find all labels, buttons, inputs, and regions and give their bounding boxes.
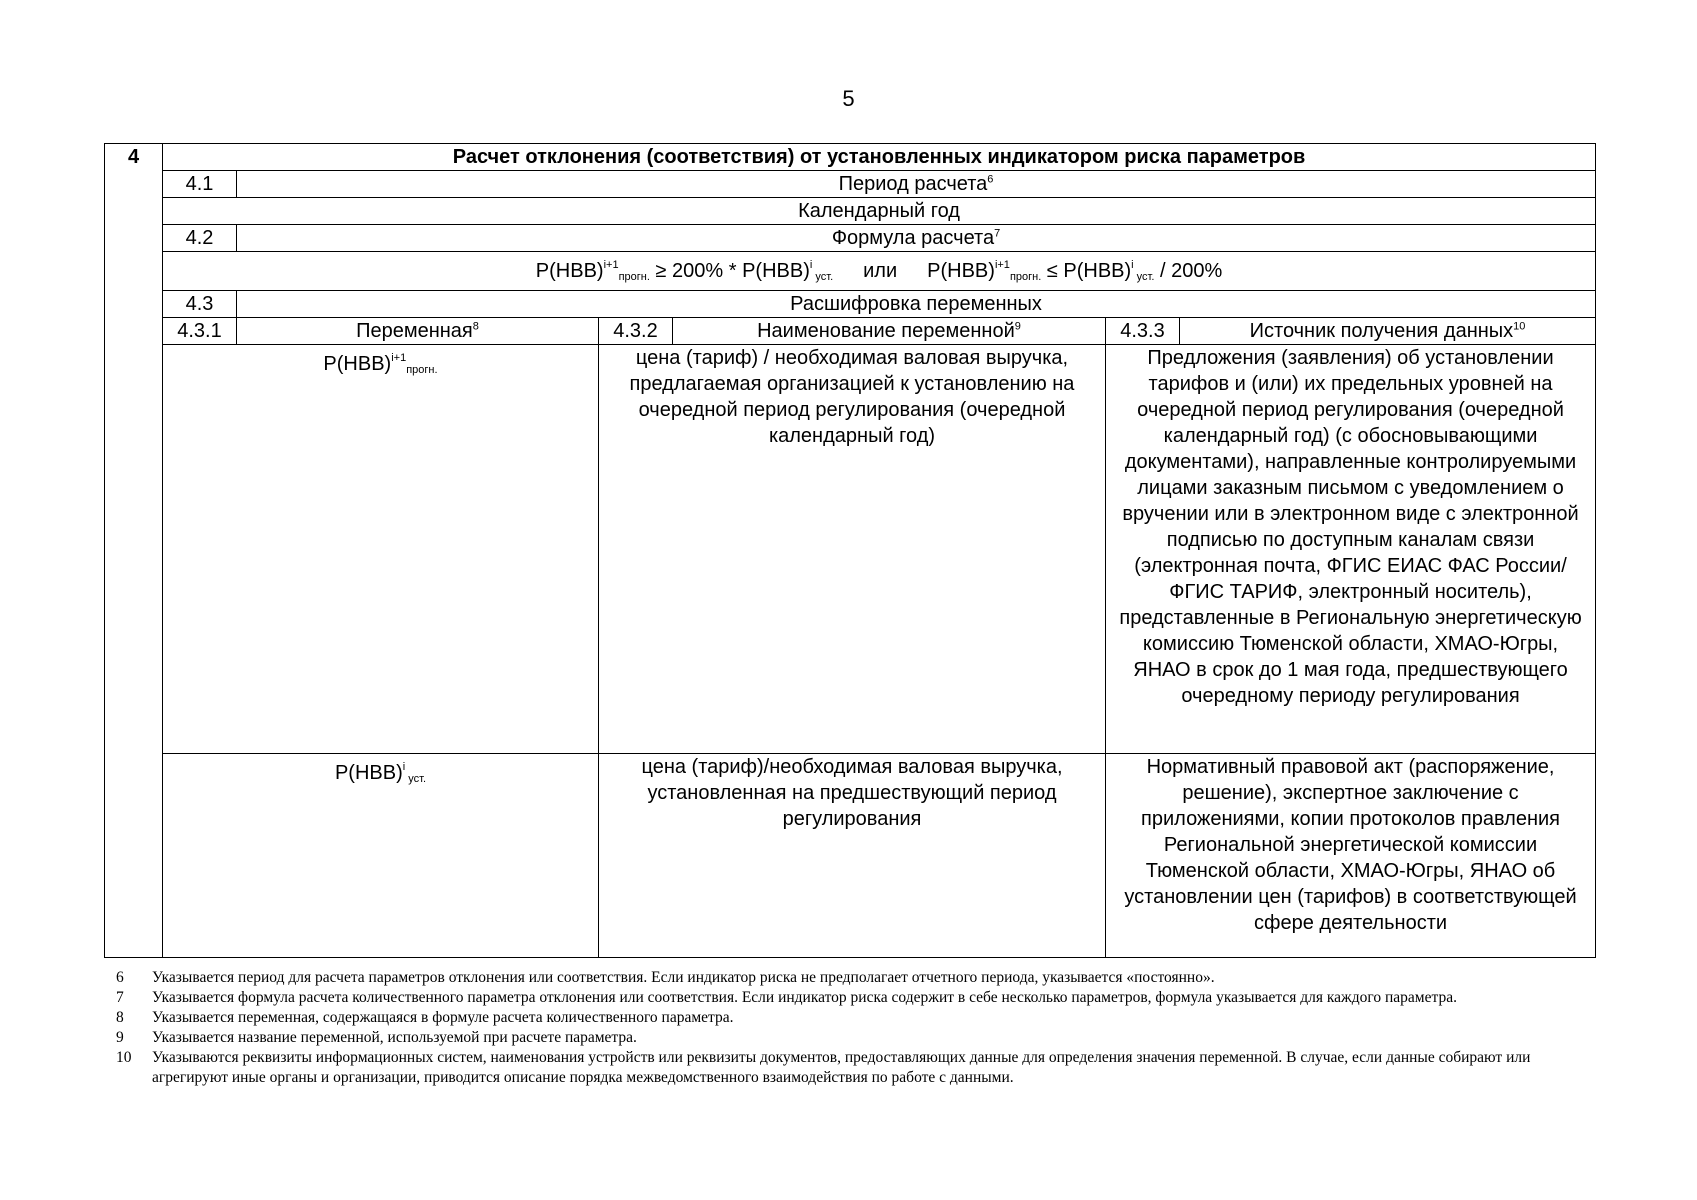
- decode-code: 4.3: [163, 291, 237, 318]
- formula-right-sub2: уст.: [1133, 271, 1155, 283]
- formula-label-cell: [237, 225, 1596, 252]
- footnote-text: Указывается формула расчета количественного параметра отклонения или соответствия. Если индикатор риска содержит в себе несколько параметров, формула указывается для каждого параметра.: [152, 989, 1457, 1006]
- section-header-row: [105, 144, 1596, 171]
- variable-cell: [163, 754, 599, 958]
- formula-code: 4.2: [163, 225, 237, 252]
- column-variable-code: 4.3.1: [163, 318, 237, 345]
- formula-right-tail: / 200%: [1154, 260, 1223, 282]
- risk-indicator-table: [104, 143, 1596, 958]
- column-name-label-cell: [673, 318, 1106, 345]
- formula-or: или: [863, 260, 898, 282]
- variable-name: цена (тариф)/необходимая валовая выручка, установленная на предшествующий период регулирования: [599, 754, 1106, 958]
- footnote-number: 7: [116, 989, 124, 1006]
- formula-label: Формула расчета: [831, 227, 995, 249]
- column-source-label-cell: [1180, 318, 1596, 345]
- column-name-label: Наименование переменной: [757, 320, 1015, 342]
- formula-left-sub: прогн.: [618, 271, 650, 283]
- footnote-item: [116, 968, 1576, 988]
- page-number: 5: [842, 86, 855, 111]
- formula-header-row: [105, 225, 1596, 252]
- footnote-item: [116, 1008, 1576, 1028]
- footnote-text: Указывается переменная, содержащаяся в формуле расчета количественного параметра.: [152, 1009, 734, 1026]
- footnote-text: Указывается название переменной, используемой при расчете параметра.: [152, 1029, 637, 1046]
- formula-right-base: P(НВВ): [927, 260, 995, 282]
- variable-sup: i: [402, 761, 406, 773]
- footnote-ref-6: 6: [987, 173, 994, 186]
- column-variable-label-cell: [237, 318, 599, 345]
- column-variable-label: Переменная: [356, 320, 473, 342]
- period-label: Период расчета: [838, 173, 988, 195]
- period-header-row: [105, 171, 1596, 198]
- period-value-row: [105, 198, 1596, 225]
- formula-expression: [163, 252, 1596, 291]
- formula-left-sup: i+1: [603, 259, 619, 271]
- period-value: Календарный год: [163, 198, 1596, 225]
- formula-row: [105, 252, 1596, 291]
- variable-sub: уст.: [405, 773, 427, 785]
- variable-source: Нормативный правовой акт (распоряжение, решение), экспертное заключение с приложениями, копии протоколов правления Региональной энергетической комиссии Тюменской области, ХМАО-Югры, ЯНАО об установлении цен (тарифов) в соответствующей сфере деятельности: [1106, 754, 1596, 958]
- column-source-code: 4.3.3: [1106, 318, 1180, 345]
- section-number: 4: [105, 144, 163, 958]
- period-code: 4.1: [163, 171, 237, 198]
- variable-source: Предложения (заявления) об установлении тарифов и (или) их предельных уровней на очередной период регулирования (очередной календарный год) (с обосновывающими документами), направленные контролируемыми лицами заказным письмом с уведомлением о вручении или в электронном виде с электронной подписью по доступным каналам связи (электронная почта, ФГИС ЕИАС ФАС России/ФГИС ТАРИФ, электронный носитель), представленные в Региональную энергетическую комиссию Тюменской области, ХМАО-Югры, ЯНАО в срок до 1 мая года, предшествующего очередному периоду регулирования: [1106, 345, 1596, 754]
- footnotes: [116, 968, 1576, 1088]
- columns-header-row: [105, 318, 1596, 345]
- formula-right-op: ≤ P(НВВ): [1041, 260, 1132, 282]
- formula-right-sup: i+1: [994, 259, 1010, 271]
- footnote-number: 6: [116, 969, 124, 986]
- formula-right-sub: прогн.: [1009, 271, 1042, 283]
- formula-left-sup2: i: [809, 259, 813, 271]
- variable-sub: прогн.: [406, 364, 438, 376]
- formula-right-sup2: i: [1131, 259, 1134, 271]
- table-row: [105, 754, 1596, 958]
- decode-header-row: [105, 291, 1596, 318]
- section-title: Расчет отклонения (соответствия) от установленных индикатором риска параметров: [163, 144, 1596, 171]
- footnote-ref-7: 7: [994, 227, 1001, 240]
- period-label-cell: [237, 171, 1596, 198]
- variable-base: P(НВВ): [334, 762, 403, 784]
- column-source-label: Источник получения данных: [1249, 320, 1514, 342]
- variable-sup: i+1: [391, 352, 407, 364]
- footnote-number: 8: [116, 1009, 124, 1026]
- footnote-ref-10: 10: [1513, 320, 1526, 333]
- formula-left-op: ≥ 200% * P(НВВ): [649, 260, 810, 282]
- footnote-item: [116, 1048, 1576, 1088]
- footnote-text: Указываются реквизиты информационных систем, наименования устройств или реквизиты документов, предоставляющих данные для определения значения переменной. В случае, если данные собирают или агрегируют иные органы и организации, приводится описание порядка межведомственного взаимодействия по работе с данными.: [152, 1049, 1531, 1086]
- table-row: [105, 345, 1596, 754]
- footnote-number: 10: [116, 1049, 132, 1066]
- footnote-text: Указывается период для расчета параметров отклонения или соответствия. Если индикатор риска не предполагает отчетного периода, указывается «постоянно».: [152, 969, 1215, 986]
- formula-left-base: P(НВВ): [535, 260, 604, 282]
- footnote-ref-8: 8: [472, 320, 479, 333]
- formula-left-sub2: уст.: [812, 271, 834, 283]
- variable-base: P(НВВ): [323, 353, 392, 375]
- footnote-ref-9: 9: [1014, 320, 1021, 333]
- footnote-item: [116, 1028, 1576, 1048]
- variable-name: цена (тариф) / необходимая валовая выручка, предлагаемая организацией к установлению на очередной период регулирования (очередной календарный год): [599, 345, 1106, 754]
- footnote-item: [116, 988, 1576, 1008]
- decode-label: Расшифровка переменных: [237, 291, 1596, 318]
- column-name-code: 4.3.2: [599, 318, 673, 345]
- footnote-number: 9: [116, 1029, 124, 1046]
- variable-cell: [163, 345, 599, 754]
